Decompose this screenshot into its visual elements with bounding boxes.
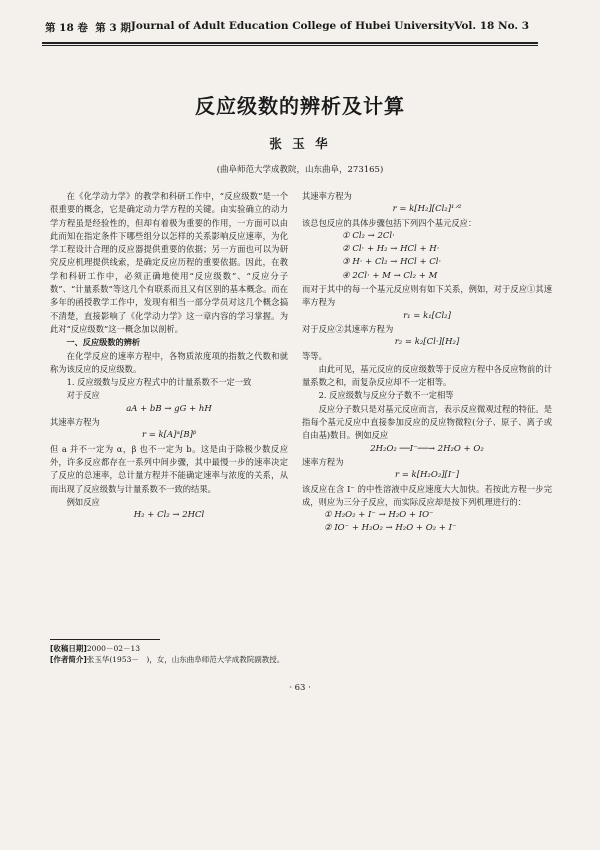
paragraph: 该总包反应的具体步骤包括下列四个基元反应：	[302, 217, 477, 228]
elementary-step: ④ 2Cl· + M → Cl₂ + M	[342, 270, 438, 281]
subsection-heading-2: 2. 反应级数与反应分子数不一定相等	[318, 390, 454, 401]
paragraph: 而对于其中的每一个基元反应则有如下关系，例如，对于反应①其速率方程为	[302, 284, 552, 308]
paragraph: 由此可见，基元反应的反应级数等于反应方程中各反应物前的计量系数之和，而复杂反应却不一定相等。	[302, 363, 552, 388]
footnote-author: [作者简介]张玉华(1953－ )，女，山东曲阜师范大学成教院副教授。	[50, 655, 285, 664]
paragraph: 等等。	[302, 350, 327, 361]
paragraph: 该反应在含 I⁻ 的中性溶液中反应速度大大加快。若按此方程一步完成，则应为三分子反应，而实际反应却是按下列机理进行的：	[302, 483, 552, 507]
paragraph: 但 a 并不一定为 α，β 也不一定为 b。这是由于除极少数反应外，许多反应都存在一系列中间步骤，其中最慢一步的速率决定了反应的总速率，总计量方程并不能确定速率与浓度的关系，从而出现了反应级数与计量系数不一致的结果。	[50, 443, 288, 494]
equation: r₂ = k₂[Cl·][H₂]	[394, 337, 460, 348]
footnote-received: [收稿日期]2000－02－13	[50, 644, 141, 653]
equation: 2H₂O₂ ──I⁻──→ 2H₂O + O₂	[370, 443, 484, 454]
paragraph: 反应分子数只是对基元反应而言，表示反应微观过程的特征。是指每个基元反应中直接参加反应的反应物微粒(分子、原子、离子或自由基)数目。例如反应	[302, 403, 552, 441]
equation: r = k[H₂][Cl₂]¹ᐟ²	[392, 204, 462, 215]
left-column	[50, 190, 288, 522]
right-column	[302, 190, 552, 536]
paragraph: 其速率方程为	[50, 417, 100, 428]
header-vol-no: Vol. 18 No. 3	[454, 20, 530, 32]
header-volume-issue: 第 18 卷 第 3 期	[45, 22, 131, 34]
equation: r = k[H₂O₂][I⁻]	[394, 470, 460, 481]
elementary-step: ② Cl· + H₂ → HCl + H·	[342, 244, 440, 255]
header-rule	[42, 42, 538, 44]
equation: aA + bB → gG + hH	[126, 403, 212, 414]
header-journal: Journal of Adult Education College of Hubei University	[130, 20, 455, 32]
paragraph: 在化学反应的速率方程中，各物质浓度项的指数之代数和就称为该反应的反应级数。	[50, 350, 288, 374]
article-author: 张 玉 华	[269, 136, 331, 151]
paragraph: 对于反应	[66, 390, 100, 401]
footnote	[50, 643, 284, 665]
page-number: · 63 ·	[289, 683, 311, 693]
running-header	[45, 20, 530, 35]
paragraph: 速率方程为	[302, 456, 344, 467]
paragraph: 对于反应②其速率方程为	[302, 323, 394, 334]
elementary-step: ③ H· + Cl₂ → HCl + Cl·	[342, 257, 442, 268]
elementary-step: ① Cl₂ → 2Cl·	[342, 230, 395, 241]
subsection-heading-1: 1. 反应级数与反应方程式中的计量系数不一定一致	[66, 377, 252, 388]
equation: r = k[A]ᵅ[B]ᵝ	[141, 430, 197, 441]
intro-paragraph: 在《化学动力学》的教学和科研工作中，“反应级数”是一个很重要的概念，它是确定动力学方程的关键。由实验确立的动力学方程虽是经验性的，但却有着极为重要的作用，一方面可以由此而知在指定条件下哪些组分以怎样的关系影响反应速率，为化学工程设计合理的反应器提供重要的依据；另一方面也可以为研究反应机理提供线索，是确定反应历程的重要依据。因此，在教学和科研工作中，必须正确地使用“反应级数”、“反应分子数”、“计量系数”等这几个有联系而且又有区别的基本概念。而在多年的函授教学工作中，发现有相当一部分学员对这几个概念搞不清楚，直接影响了《化学动力学》这一章内容的学习掌握。为此对“反应级数”这一概念加以剖析。	[50, 191, 288, 334]
article-title: 反应级数的辨析及计算	[195, 94, 405, 118]
footnote-rule	[50, 639, 160, 640]
paragraph: 例如反应	[66, 496, 100, 507]
section-heading-1: 一、反应级数的辨析	[66, 337, 141, 348]
mechanism-step: ② IO⁻ + H₂O₂ → H₂O + O₂ + I⁻	[324, 523, 457, 534]
equation: H₂ + Cl₂ → 2HCl	[133, 510, 205, 521]
article-affiliation: (曲阜师范大学成教院，山东曲阜，273165)	[216, 165, 384, 175]
header-rule-thin	[42, 45, 538, 46]
mechanism-step: ① H₂O₂ + I⁻ → H₂O + IO⁻	[324, 510, 434, 521]
equation: r₁ = k₁[Cl₂]	[403, 310, 451, 321]
paragraph: 其速率方程为	[302, 191, 352, 201]
